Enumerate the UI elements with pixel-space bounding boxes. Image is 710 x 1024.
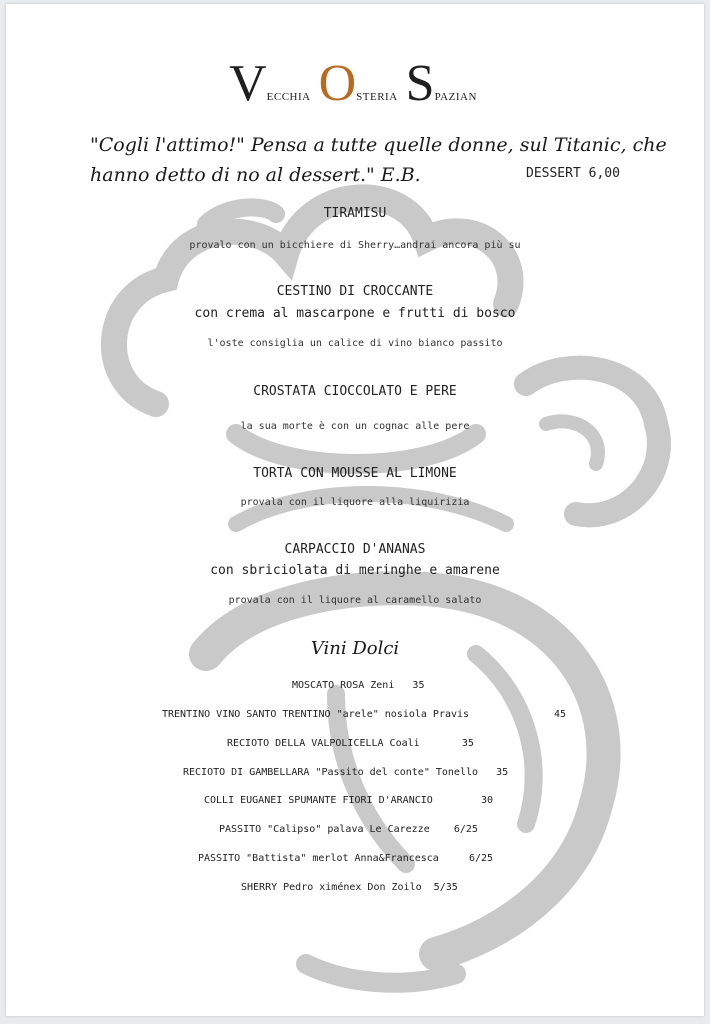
wine-price: 45 <box>554 709 567 720</box>
dessert-title: CESTINO DI CROCCANTE <box>276 284 434 299</box>
wine-name: RECIOTO DELLA VALPOLICELLA Coali <box>227 738 420 749</box>
logo-word-steria: STERIA <box>356 91 398 103</box>
wine-row <box>198 853 493 864</box>
wine-name: PASSITO "Calipso" palava Le Carezze <box>219 824 430 835</box>
dessert-title: CROSTATA CIOCCOLATO E PERE <box>253 384 457 399</box>
dessert-note: la sua morte è con un cognac alle pere <box>240 421 470 432</box>
dessert-title: CARPACCIO D'ANANAS <box>284 542 426 557</box>
logo-letter-s: S <box>405 55 435 112</box>
wine-price: 5/35 <box>433 882 458 893</box>
wine-price: 35 <box>496 767 509 778</box>
wine-row <box>241 882 458 893</box>
wine-row <box>292 680 424 691</box>
dessert-title: TORTA CON MOUSSE AL LIMONE <box>253 466 457 481</box>
wine-name: TRENTINO VINO SANTO TRENTINO "arele" nosiola Pravis <box>162 709 470 720</box>
logo-letter-v: V <box>229 55 267 112</box>
dessert-note: provalo con un bicchiere di Sherry…andrai ancora più su <box>189 240 521 251</box>
dessert-price: DESSERT 6,00 <box>526 166 620 181</box>
dessert-note: provala con il liquore alla liquirizia <box>240 497 470 508</box>
wine-name: MOSCATO ROSA Zeni <box>292 680 395 691</box>
menu-page <box>6 4 704 1016</box>
wine-price: 30 <box>480 795 493 806</box>
logo-word-ecchia: ECCHIA <box>266 91 311 103</box>
dessert-title: TIRAMISU <box>323 206 387 221</box>
dessert-note: provala con il liquore al caramello salato <box>228 595 482 606</box>
wines-section-title: Vini Dolci <box>310 638 400 659</box>
wine-row <box>227 738 474 749</box>
wine-name: RECIOTO DI GAMBELLARA "Passito del conte" Tonello <box>183 767 479 778</box>
dessert-subtitle: con crema al mascarpone e frutti di bosco <box>194 306 516 321</box>
wine-row <box>162 709 469 720</box>
logo-letter-o: O <box>318 55 357 112</box>
dessert-note: l'oste consiglia un calice di vino bianco passito <box>207 338 503 349</box>
dessert-subtitle: con sbriciolata di meringhe e amarene <box>210 563 500 578</box>
wine-price: 35 <box>412 680 425 691</box>
wine-price: 6/25 <box>453 824 478 835</box>
wine-row <box>204 795 493 806</box>
quote-text: "Cogli l'attimo!" Pensa a tutte quelle donne, sul Titanic, che hanno detto di no al dessert." E.B. <box>90 134 667 186</box>
wine-price: 35 <box>461 738 474 749</box>
wine-name: COLLI EUGANEI SPUMANTE FIORI D'ARANCIO <box>204 795 433 806</box>
wine-name: SHERRY Pedro ximénex Don Zoilo <box>241 882 422 893</box>
wine-row <box>183 767 508 778</box>
wine-row <box>219 824 478 835</box>
wine-price: 6/25 <box>468 853 494 864</box>
restaurant-logo <box>6 55 704 112</box>
wine-name: PASSITO "Battista" merlot Anna&Francesca <box>198 853 439 864</box>
logo-word-pazian: PAZIAN <box>434 91 477 103</box>
